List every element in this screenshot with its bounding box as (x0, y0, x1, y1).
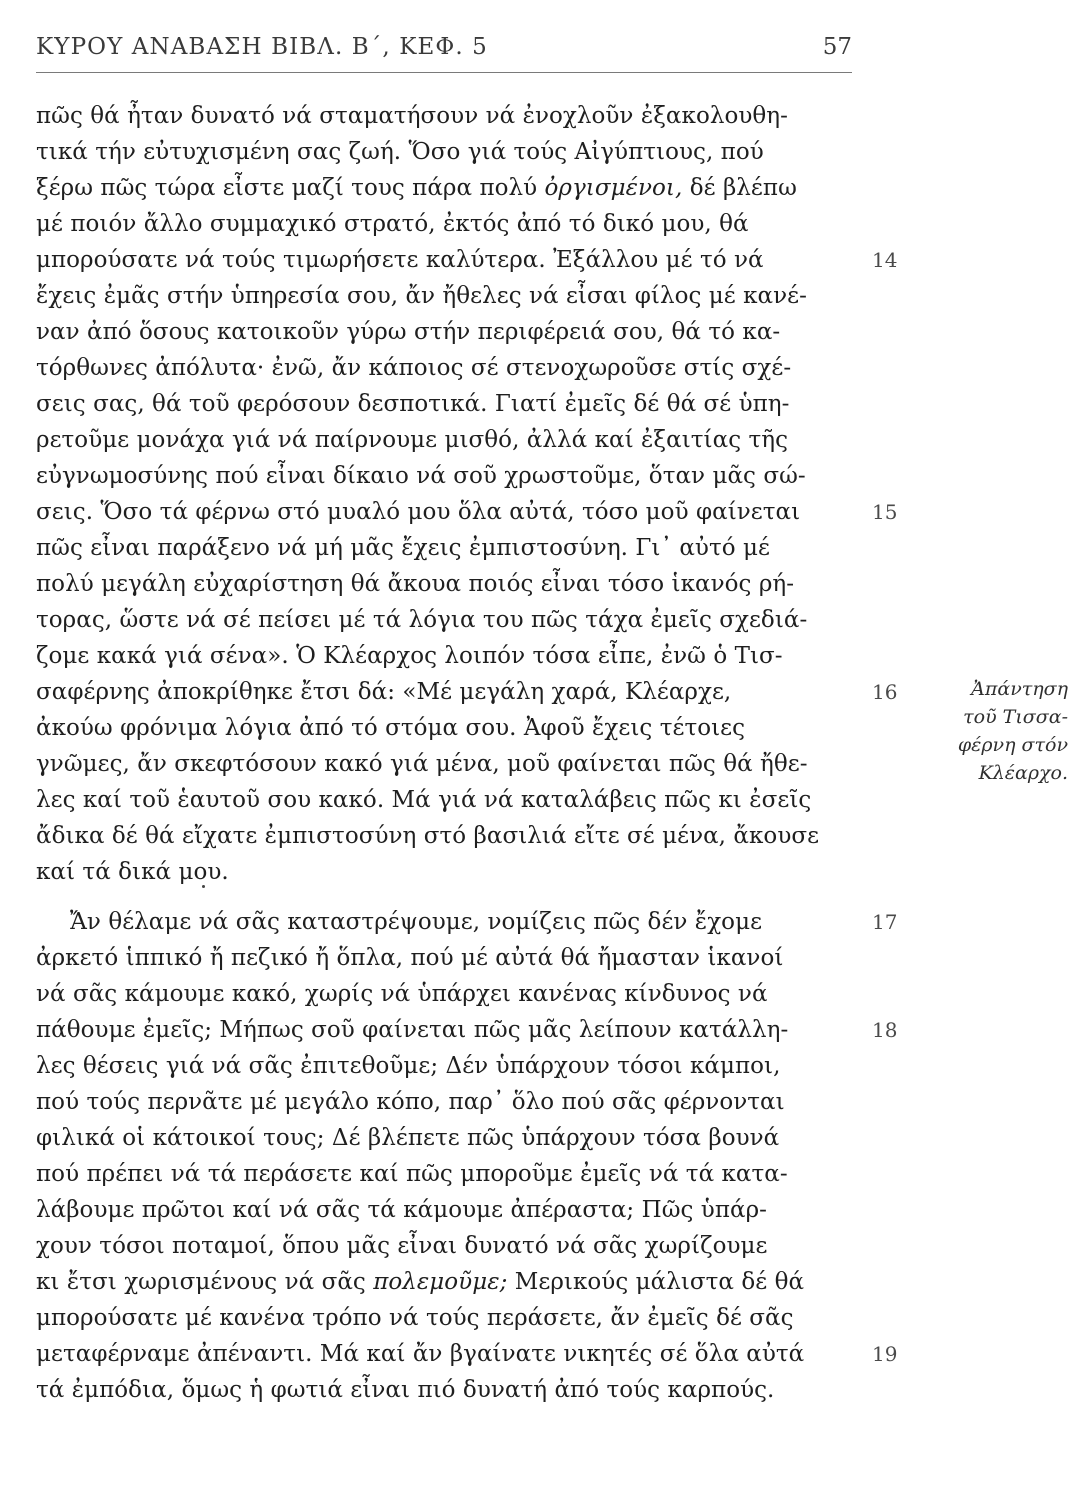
text-line: ζομε κακά γιά σένα». Ὁ Κλέαρχος λοιπόν τόσα εἶπε, ἐνῶ ὁ Τισ- (36, 643, 783, 669)
text-line: πού τούς περνᾶτε μέ μεγάλο κόπο, παρ᾽ ὅλο πού σᾶς φέρνονται (36, 1089, 785, 1115)
text-line: τά ἐμπόδια, ὅμως ἡ φωτιά εἶναι πιό δυνατή ἀπό τούς καρπούς. (36, 1377, 775, 1403)
text-segment: κι ἔτσι χωρισμένους νά σᾶς (36, 1269, 374, 1295)
text-line: καί τά δικά μου. (36, 859, 229, 885)
section-number-19: 19 (872, 1342, 898, 1366)
margin-note (928, 675, 1068, 787)
text-line: λες θέσεις γιά νά σᾶς ἐπιτεθοῦμε; Δέν ὑπάρχουν τόσοι κάμποι, (36, 1053, 781, 1079)
text-line: σεις. Ὅσο τά φέρνω στό μυαλό μου ὅλα αὐτά, τόσο μοῦ φαίνεται (36, 499, 801, 525)
text-line: μεταφέρναμε ἀπέναντι. Μά καί ἄν βγαίνατε νικητές σέ ὅλα αὐτά (36, 1341, 805, 1367)
text-line: τόρθωνες ἀπόλυτα· ἐνῶ, ἄν κάποιος σέ στενοχωροῦσε στίς σχέ- (36, 355, 792, 381)
text-line: γνῶμες, ἄν σκεφτόσουν κακό γιά μένα, μοῦ φαίνεται πῶς θά ἤθε- (36, 751, 808, 777)
text-segment: ξέρω πῶς τώρα εἶστε μαζί τους πάρα πολύ (36, 175, 545, 201)
text-line (36, 1264, 866, 1300)
text-line: πῶς εἶναι παράξενο νά μή μᾶς ἔχεις ἐμπιστοσύνη. Γι᾽ αὐτό μέ (36, 535, 770, 561)
text-line: λάβουμε πρῶτοι καί νά σᾶς τά κάμουμε ἀπέραστα; Πῶς ὑπάρ- (36, 1197, 767, 1223)
text-line: τορας, ὥστε νά σέ πείσει μέ τά λόγια του πῶς τάχα ἐμεῖς σχεδιά- (36, 607, 808, 633)
margin-note-line: Κλέαρχο. (978, 762, 1068, 784)
text-line: ἀρκετό ἱππικό ἤ πεζικό ἤ ὅπλα, πού μέ αὐτά θά ἤμασταν ἱκανοί (36, 945, 784, 971)
text-line: μπορούσατε νά τούς τιμωρήσετε καλύτερα. Ἐξάλλου μέ τό νά (36, 247, 764, 273)
text-line: νά σᾶς κάμουμε κακό, χωρίς νά ὑπάρχει κανένας κίνδυνος νά (36, 981, 768, 1007)
margin-note-line: Ἀπάντηση (971, 678, 1068, 700)
section-number-16: 16 (872, 680, 898, 704)
text-line: εὐγνωμοσύνης πού εἶναι δίκαιο νά σοῦ χρωστοῦμε, ὅταν μᾶς σώ- (36, 463, 806, 489)
margin-note-line: τοῦ Τισσα- (963, 706, 1068, 728)
text-line: ἀκούω φρόνιμα λόγια ἀπό τό στόμα σου. Ἀφοῦ ἔχεις τέτοιες (36, 715, 746, 741)
text-line: τικά τήν εὐτυχισμένη σας ζωή. Ὅσο γιά τούς Αἰγύπτιους, πού (36, 139, 764, 165)
text-line: ναν ἀπό ὅσους κατοικοῦν γύρω στήν περιφέρειά σου, θά τό κα- (36, 319, 781, 345)
page-number: 57 (822, 34, 852, 60)
margin-note-line: φέρνη στόν (957, 734, 1068, 756)
section-number-14: 14 (872, 248, 898, 272)
text-line: μέ ποιόν ἄλλο συμμαχικό στρατό, ἐκτός ἀπό τό δικό μου, θά (36, 211, 749, 237)
italic-word: πολεμοῦμε; (373, 1269, 508, 1295)
section-number-17: 17 (872, 910, 898, 934)
text-line: λες καί τοῦ ἑαυτοῦ σου κακό. Μά γιά νά καταλάβεις πῶς κι ἐσεῖς (36, 787, 812, 813)
book-chapter-title: ΚΥΡΟΥ ΑΝΑΒΑΣΗ ΒΙΒΛ. Β΄, ΚΕΦ. 5 (36, 34, 488, 60)
running-header (36, 28, 852, 73)
italic-word: ὀργισμένοι, (544, 175, 683, 201)
text-line: Ἄν θέλαμε νά σᾶς καταστρέψουμε, νομίζεις πῶς δέν ἔχομε (70, 909, 763, 935)
text-line: σεις σας, θά τοῦ φερόσουν δεσποτικά. Γιατί ἐμεῖς δέ θά σέ ὑπη- (36, 391, 790, 417)
speck-mark (202, 885, 205, 888)
text-segment: Μερικούς μάλιστα δέ θά (507, 1269, 805, 1295)
text-line: πού πρέπει νά τά περάσετε καί πῶς μποροῦμε ἐμεῖς νά τά κατα- (36, 1161, 788, 1187)
text-line: χουν τόσοι ποταμοί, ὅπου μᾶς εἶναι δυνατό νά σᾶς χωρίζουμε (36, 1233, 768, 1259)
text-line: πολύ μεγάλη εὐχαρίστηση θά ἄκουα ποιός εἶναι τόσο ἱκανός ρή- (36, 571, 795, 597)
text-line: μπορούσατε μέ κανένα τρόπο νά τούς περάσετε, ἄν ἐμεῖς δέ σᾶς (36, 1305, 794, 1331)
section-number-15: 15 (872, 500, 898, 524)
text-line: ρετοῦμε μονάχα γιά νά παίρνουμε μισθό, ἀλλά καί ἐξαιτίας τῆς (36, 427, 789, 453)
text-segment: δέ βλέπω (682, 175, 797, 201)
text-line (36, 170, 866, 206)
text-line: ἄδικα δέ θά εἴχατε ἐμπιστοσύνη στό βασιλιά εἴτε σέ μένα, ἄκουσε (36, 823, 820, 849)
text-line: ἔχεις ἐμᾶς στήν ὑπηρεσία σου, ἄν ἤθελες νά εἶσαι φίλος μέ κανέ- (36, 283, 807, 309)
text-line: φιλικά οἱ κάτοικοί τους; Δέ βλέπετε πῶς ὑπάρχουν τόσα βουνά (36, 1125, 780, 1151)
section-number-18: 18 (872, 1018, 898, 1042)
text-line: πάθουμε ἐμεῖς; Μήπως σοῦ φαίνεται πῶς μᾶς λείπουν κατάλλη- (36, 1017, 789, 1043)
text-line: σαφέρνης ἀποκρίθηκε ἔτσι δά: «Μέ μεγάλη χαρά, Κλέαρχε, (36, 679, 732, 705)
text-line: πῶς θά ἦταν δυνατό νά σταματήσουν νά ἐνοχλοῦν ἐξακολουθη- (36, 103, 788, 129)
